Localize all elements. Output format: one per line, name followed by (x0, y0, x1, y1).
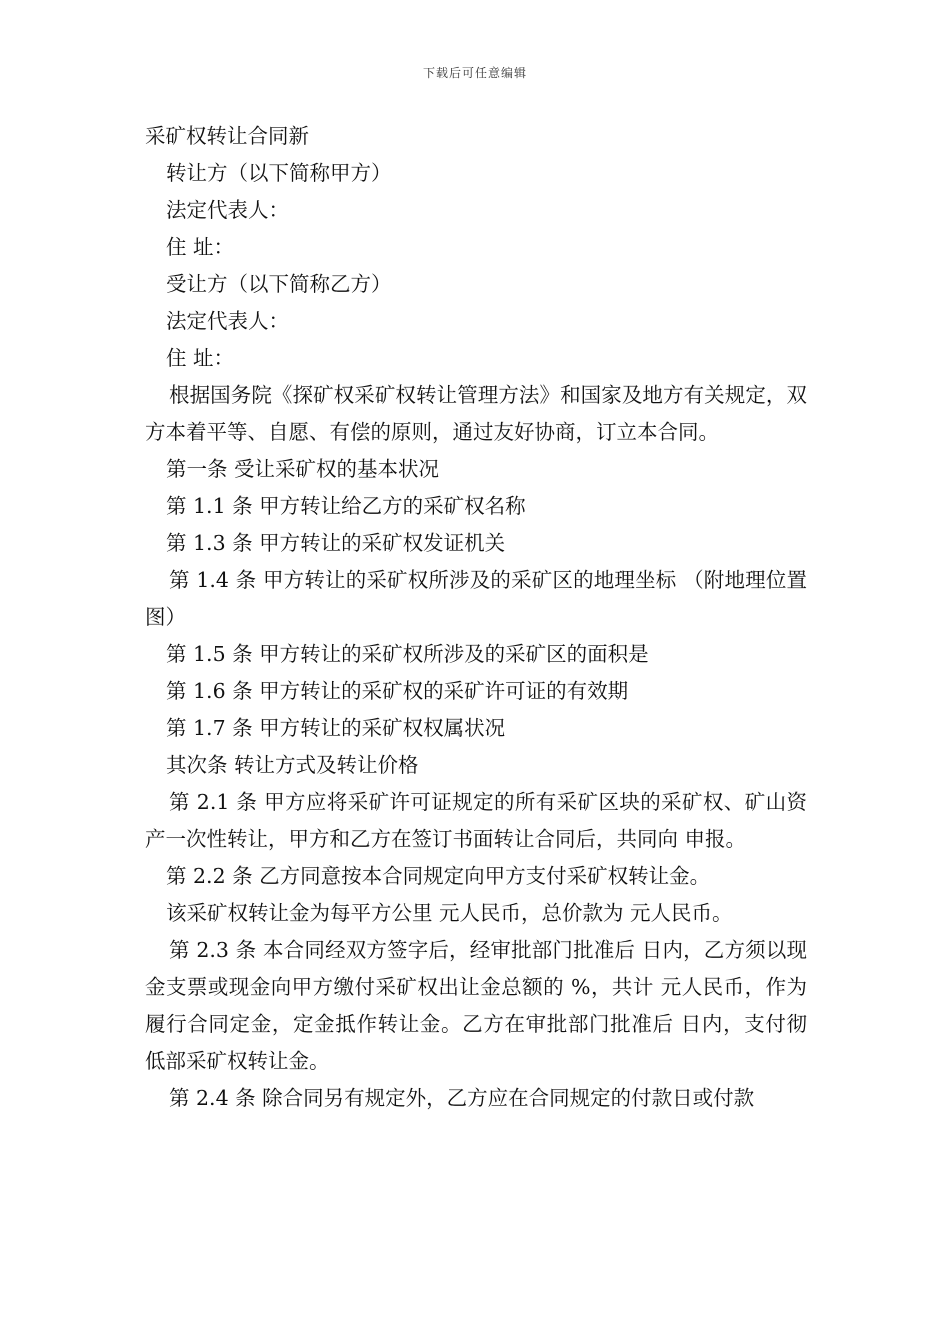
article2-item-2-2: 第 2.2 条 乙方同意按本合同规定向甲方支付采矿权转让金。 (166, 864, 711, 888)
transferee-line: 受让方（以下简称乙方） (166, 272, 392, 296)
article2-item-2-1: 第 2.1 条 甲方应将采矿许可证规定的所有采矿区块的采矿权、矿山资产一次性转让，甲方和乙方在签订书面转让合同后，共同向 申报。 (145, 790, 807, 851)
article2-heading: 其次条 转让方式及转让价格 (166, 753, 419, 777)
article1-item-1-5: 第 1.5 条 甲方转让的采矿权所涉及的采矿区的面积是 (166, 642, 649, 666)
transferor-representative-line: 法定代表人： (166, 198, 289, 222)
transferor-line: 转让方（以下简称甲方） (166, 161, 392, 185)
article1-item-1-7: 第 1.7 条 甲方转让的采矿权权属状况 (166, 716, 506, 740)
article2-item-2-3: 第 2.3 条 本合同经双方签字后，经审批部门批准后 日内，乙方须以现金支票或现金向甲方缴付采矿权出让金总额的 %，共计 元人民币，作为履行合同定金，定金抵作转让金。乙方在审批部门批准后 日内，支付彻低部采矿权转让金。 (145, 938, 807, 1073)
basis-paragraph: 根据国务院《探矿权采矿权转让管理方法》和国家及地方有关规定，双方本着平等、自愿、有偿的原则，通过友好协商，订立本合同。 (145, 383, 807, 444)
article2-item-2-2-note: 该采矿权转让金为每平方公里 元人民币，总价款为 元人民币。 (166, 901, 733, 925)
transferor-address-line: 住 址： (166, 235, 235, 259)
article1-item-1-3: 第 1.3 条 甲方转让的采矿权发证机关 (166, 531, 506, 555)
article1-heading: 第一条 受让采矿权的基本状况 (166, 457, 440, 481)
article2-item-2-4: 第 2.4 条 除合同另有规定外，乙方应在合同规定的付款日或付款 (169, 1086, 755, 1110)
document-body (145, 118, 807, 1117)
document-title: 采矿权转让合同新 (145, 124, 309, 148)
article1-item-1-6: 第 1.6 条 甲方转让的采矿权的采矿许可证的有效期 (166, 679, 629, 703)
transferee-representative-line: 法定代表人： (166, 309, 289, 333)
transferee-address-line: 住 址： (166, 346, 235, 370)
article1-item-1-1: 第 1.1 条 甲方转让给乙方的采矿权名称 (166, 494, 526, 518)
article1-item-1-4: 第 1.4 条 甲方转让的采矿权所涉及的采矿区的地理坐标 （附地理位置图） (145, 568, 807, 629)
page-header-note: 下载后可任意编辑 (422, 66, 527, 80)
